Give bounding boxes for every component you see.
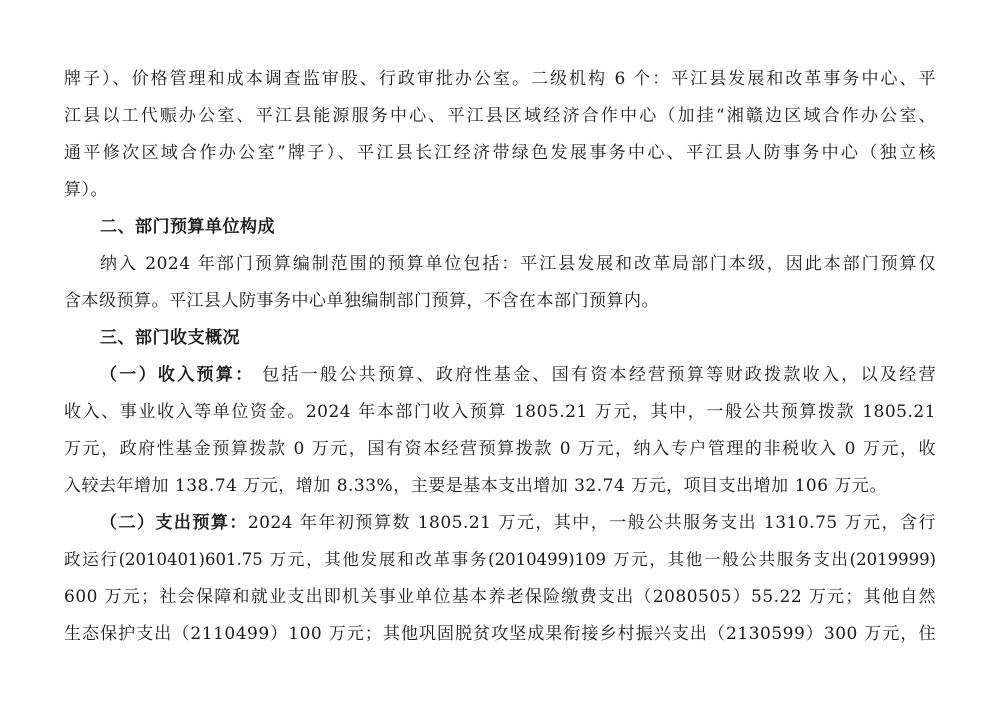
- income-text: 包括一般公共预算、政府性基金、国有资本经营预算等财政拨款收入，以及经营: [254, 365, 936, 385]
- income-label: （一）收入预算：: [100, 365, 255, 385]
- paragraph-line: 政运行(2010401)601.75 万元，其他发展和改革事务(2010499)109 万元，其他一般公共服务支出(2019999): [64, 550, 936, 569]
- paragraph-line: 入较去年增加 138.74 万元，增加 8.33%，主要是基本支出增加 32.74 万元，项目支出增加 106 万元。: [64, 476, 887, 496]
- paragraph-line: 江县以工代赈办公室、平江县能源服务中心、平江县区域经济合作中心（加挂“湘赣边区域合作办公室、: [64, 106, 936, 126]
- expenditure-text: 2024 年年初预算数 1805.21 万元，其中，一般公共服务支出 1310.75 万元，含行: [247, 513, 936, 533]
- paragraph-line: 算）。: [64, 180, 108, 200]
- expenditure-label: （二）支出预算：: [100, 513, 248, 533]
- expenditure-first-line: [100, 508, 936, 538]
- paragraph-line: 生态保护支出（2110499）100 万元；其他巩固脱贫攻坚成果衔接乡村振兴支出（2130599）300 万元，住: [64, 624, 936, 644]
- paragraph-line: 万元，政府性基金预算拨款 0 万元，国有资本经营预算拨款 0 万元，纳入专户管理的非税收入 0 万元，收: [64, 439, 936, 459]
- paragraph-line: 牌子）、价格管理和成本调查监审股、行政审批办公室。二级机构 6 个：平江县发展和改革事务中心、平: [64, 69, 936, 89]
- paragraph-line: 含本级预算。平江县人防事务中心单独编制部门预算，不含在本部门预算内。: [64, 291, 659, 311]
- paragraph-line: 收入、事业收入等单位资金。2024 年本部门收入预算 1805.21 万元，其中，一般公共预算拨款 1805.21: [64, 402, 936, 422]
- section-heading: 三、部门收支概况: [100, 328, 240, 348]
- section-heading: 二、部门预算单位构成: [100, 217, 275, 237]
- paragraph-line: 纳入 2024 年部门预算编制范围的预算单位包括：平江县发展和改革局部门本级，因此本部门预算仅: [100, 254, 936, 274]
- income-first-line: [100, 360, 936, 390]
- paragraph-line: 600 万元；社会保障和就业支出即机关事业单位基本养老保险缴费支出（2080505）55.22 万元；其他自然: [64, 587, 936, 607]
- paragraph-line: 通平修次区域合作办公室”牌子）、平江县长江经济带绿色发展事务中心、平江县人防事务中心（独立核: [64, 143, 936, 163]
